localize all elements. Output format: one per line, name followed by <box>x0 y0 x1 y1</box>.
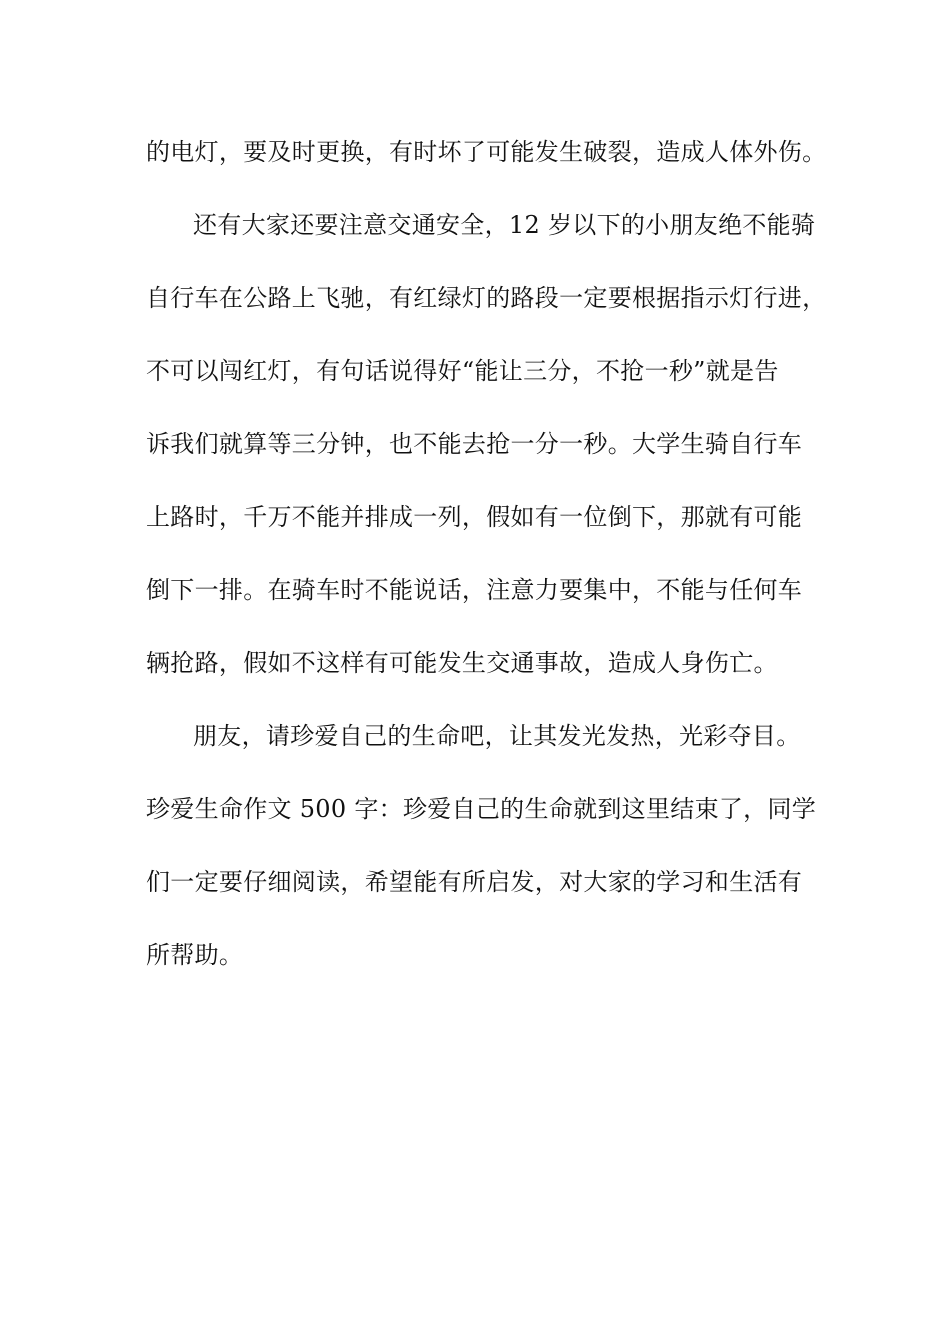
text-line: 珍爱生命作文 500 字：珍爱自己的生命就到这里结束了，同学 <box>146 795 817 823</box>
text-line: 们一定要仔细阅读，希望能有所启发，对大家的学习和生活有 <box>146 868 803 896</box>
text-line: 诉我们就算等三分钟，也不能去抢一分一秒。大学生骑自行车 <box>146 430 803 458</box>
text-line: 的电灯，要及时更换，有时坏了可能发生破裂，造成人体外伤。 <box>146 138 827 166</box>
paragraph-start-line: 还有大家还要注意交通安全，12 岁以下的小朋友绝不能骑 <box>193 211 816 239</box>
text-line: 所帮助。 <box>146 941 244 969</box>
text-line: 辆抢路，假如不这样有可能发生交通事故，造成人身伤亡。 <box>146 649 778 677</box>
text-line: 自行车在公路上飞驰，有红绿灯的路段一定要根据指示灯行进， <box>146 284 827 312</box>
paragraph-start-line: 朋友，请珍爱自己的生命吧，让其发光发热，光彩夺目。 <box>193 722 801 750</box>
text-line: 不可以闯红灯，有句话说得好“能让三分，不抢一秒”就是告 <box>146 357 779 385</box>
text-line: 倒下一排。在骑车时不能说话，注意力要集中，不能与任何车 <box>146 576 803 604</box>
text-line: 上路时，千万不能并排成一列，假如有一位倒下，那就有可能 <box>146 503 803 531</box>
